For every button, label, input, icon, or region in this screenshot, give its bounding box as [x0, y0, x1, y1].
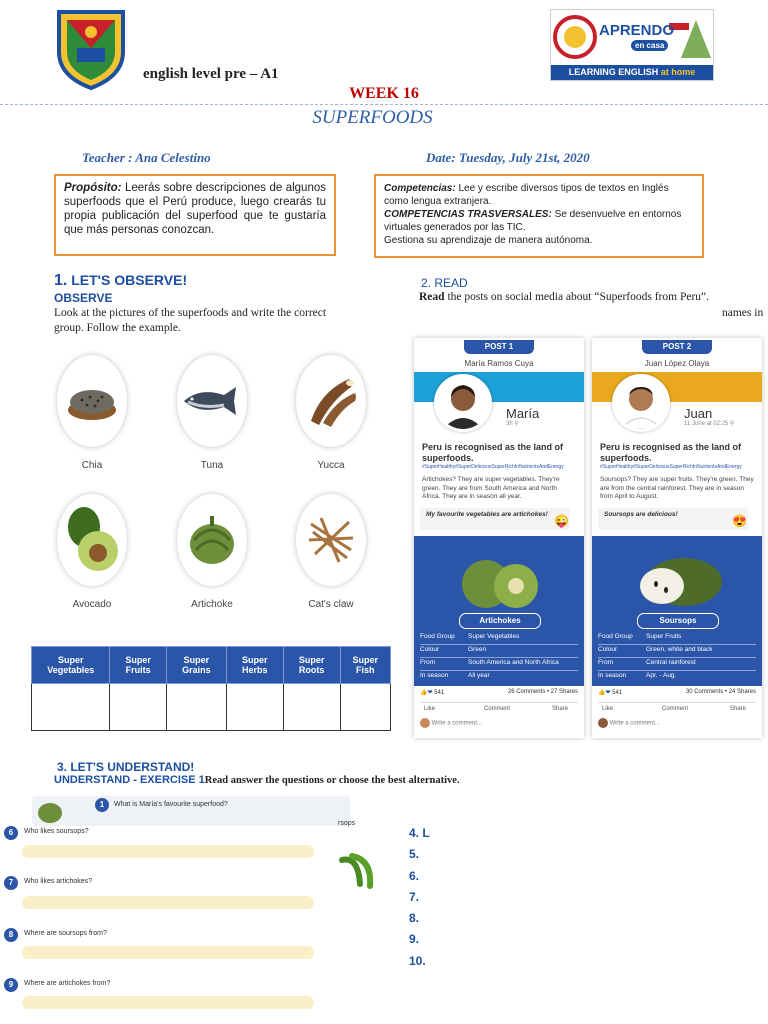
- likes-count: 541: [434, 690, 445, 696]
- competencias-label: Competencias:: [384, 183, 456, 194]
- read-instruction: [419, 290, 719, 304]
- post-food-badge: Soursops: [637, 613, 719, 629]
- table-header-cell: Super Grains: [166, 647, 226, 684]
- post-first-name: María: [506, 406, 540, 421]
- post-hashtags: #SuperHealthy#SuperDeliciousSuperRichInNutrientsAndEnergy: [422, 464, 564, 470]
- post-author: María Ramos Cuya: [464, 359, 534, 368]
- overflow-text: names in: [722, 307, 764, 319]
- soursop-image: [622, 550, 732, 612]
- food-label-artichoke: Artichoke: [191, 599, 233, 610]
- read-text: the posts on social media about “Superfoods from Peru”.: [444, 291, 710, 303]
- post-food-badge: Artichokes: [459, 613, 541, 629]
- question-number: 9: [4, 978, 18, 992]
- question-text: Who likes artichokes?: [24, 878, 93, 885]
- avatar: [434, 374, 492, 432]
- table-header-cell: Super Vegetables: [32, 647, 110, 684]
- answer-field[interactable]: [22, 896, 314, 909]
- proposito-text: Leerás sobre descripciones de algunos superfoods que el Perú produce, luego crearás tu propia publicación del superfood que te gustaría que más personas conozcan.: [64, 182, 326, 236]
- logo-bar-main: LEARNING ENGLISH: [568, 67, 659, 77]
- info-key: Colour: [420, 646, 440, 653]
- post-actions: [598, 702, 756, 712]
- post-body: Artichokes? They are super vegetables. They're green. They are from South America and North Africa. They are in season all year.: [422, 476, 560, 500]
- info-row: [420, 672, 578, 683]
- topic-title: SUPERFOODS: [312, 107, 433, 128]
- comment-input[interactable]: [420, 718, 578, 732]
- observe-instruction: Look at the pictures of the superfoods and write the correct group. Follow the example.: [54, 307, 327, 334]
- observe-title: LET'S OBSERVE!: [71, 272, 188, 288]
- artichoke-icon: [36, 798, 64, 824]
- teacher-name: Teacher : Ana Celestino: [82, 150, 211, 165]
- post-reactions: [420, 689, 578, 696]
- post-stats: 30 Comments • 24 Shares: [685, 689, 756, 695]
- cats-claw-image: [296, 494, 366, 586]
- emoji-icon: 😍: [732, 514, 747, 528]
- superfood-groups-table: [31, 646, 391, 731]
- list-item: 6.: [409, 869, 420, 883]
- info-row: [598, 672, 756, 683]
- info-key: From: [598, 659, 614, 666]
- table-header-cell: Super Roots: [283, 647, 340, 684]
- list-item: 5.: [409, 847, 420, 861]
- post-time: 3h ⚲: [506, 421, 519, 427]
- understand-heading: 3. LET'S UNDERSTAND!: [57, 760, 195, 774]
- post-time: 11 June at 02:25 ⚲: [684, 421, 735, 427]
- answer-cell[interactable]: [32, 684, 110, 731]
- observe-subtitle: OBSERVE: [54, 291, 113, 305]
- info-row: [420, 646, 578, 658]
- answer-cell[interactable]: [226, 684, 283, 731]
- comment-placeholder: Write a comment...: [609, 720, 660, 727]
- post-body: Soursops? They are super fruits. They're green. They are from the central rainforest. They are in season from April to August.: [600, 476, 754, 500]
- header-divider: [0, 104, 768, 105]
- info-value: All year: [468, 672, 490, 679]
- info-key: Colour: [598, 646, 618, 653]
- question-text: What is María's favourite superfood?: [114, 801, 228, 808]
- list-item: 4. L: [409, 826, 430, 840]
- info-key: From: [420, 659, 436, 666]
- understand-instruction: Read answer the questions or choose the best alternative.: [204, 775, 460, 786]
- likes-count: 541: [612, 690, 623, 696]
- lesson-date: Date: Tuesday, July 21st, 2020: [426, 150, 590, 165]
- post-reactions: [598, 689, 756, 696]
- week-title: WEEK 16: [349, 85, 419, 102]
- social-post-1: [414, 338, 584, 738]
- table-header-cell: Super Fruits: [110, 647, 166, 684]
- competencias-box: [374, 174, 704, 258]
- table-header-row: [32, 647, 391, 684]
- yucca-image: [296, 355, 366, 447]
- table-header-cell: Super Fish: [340, 647, 390, 684]
- artichoke-image: [454, 550, 544, 612]
- logo-encasa: en casa: [631, 40, 668, 51]
- food-label-chia: Chia: [81, 460, 103, 471]
- info-key: Food Group: [598, 633, 633, 640]
- social-post-2: [592, 338, 762, 738]
- transversales-text: Se desenvuelve en entornos virtuales generados por las TIC.: [384, 209, 682, 233]
- answer-cell[interactable]: [110, 684, 166, 731]
- list-item: 7.: [409, 890, 420, 904]
- observe-num: 1.: [54, 272, 68, 289]
- comment-placeholder: Write a comment...: [431, 720, 482, 727]
- post-hashtags: #SuperHealthy#SuperDeliciousSuperRichInNutrientsAndEnergy: [600, 464, 742, 470]
- answer-field[interactable]: [22, 845, 314, 858]
- green-bean-icon: [338, 850, 378, 890]
- school-shield-logo: [55, 8, 127, 90]
- like-button[interactable]: Like: [602, 706, 614, 712]
- course-level: english level pre – A1: [143, 66, 279, 82]
- info-row: [598, 633, 756, 645]
- info-value: Green: [468, 646, 487, 653]
- observe-heading: [54, 272, 187, 290]
- question-number: 1: [95, 798, 109, 812]
- question-number: 6: [4, 826, 18, 840]
- food-label-avocado: Avocado: [72, 599, 112, 610]
- gestiona-text: Gestiona su aprendizaje de manera autónoma.: [384, 235, 593, 246]
- like-reaction-icon: 👍❤: [598, 690, 611, 696]
- answer-cell[interactable]: [340, 684, 390, 731]
- logo-word: APRENDO: [599, 22, 675, 39]
- artichoke-image: [177, 494, 247, 586]
- info-key: Food Group: [420, 633, 455, 640]
- share-button[interactable]: Share: [552, 706, 569, 712]
- info-key: In season: [598, 672, 627, 679]
- post-tag: POST 1: [464, 340, 534, 354]
- info-value: Green, white and black: [646, 646, 713, 653]
- table-row: [32, 684, 391, 731]
- info-row: [420, 659, 578, 671]
- proposito-label: Propósito:: [64, 182, 122, 194]
- like-button[interactable]: Like: [424, 706, 436, 712]
- aprendo-en-casa-logo: [550, 9, 714, 81]
- logo-bar-accent: at home: [660, 67, 696, 77]
- table-header-cell: Super Herbs: [226, 647, 283, 684]
- answer-field[interactable]: [22, 996, 314, 1009]
- info-key: In season: [420, 672, 449, 679]
- question-partial-text: rsops: [338, 820, 356, 827]
- post-headline: Peru is recognised as the land of superfoods.: [600, 442, 742, 463]
- info-value: South America and North Africa: [468, 659, 559, 666]
- avatar: [420, 718, 430, 728]
- info-row: [420, 633, 578, 645]
- food-label-yucca: Yucca: [317, 460, 345, 471]
- understand-subtitle: [54, 774, 460, 786]
- like-reaction-icon: 👍❤: [420, 690, 433, 696]
- understand-exercise: UNDERSTAND - EXERCISE 1: [54, 774, 205, 786]
- tuna-image: [177, 355, 247, 447]
- read-bold: Read: [419, 291, 445, 303]
- info-row: [598, 659, 756, 671]
- question-text: Who likes soursops?: [24, 828, 89, 835]
- avatar: [598, 718, 608, 728]
- question-text: Where are soursops from?: [24, 930, 107, 937]
- share-button[interactable]: Share: [730, 706, 747, 712]
- info-value: Super Fruits: [646, 633, 682, 640]
- question-1-card: [32, 796, 356, 827]
- question-number: 7: [4, 876, 18, 890]
- list-item: 9.: [409, 932, 420, 946]
- food-label-cats-claw: Cat's claw: [308, 599, 354, 610]
- read-heading: 2. READ: [421, 276, 468, 290]
- answer-cell[interactable]: [283, 684, 340, 731]
- transversales-label: COMPETENCIAS TRASVERSALES:: [384, 209, 552, 220]
- post-actions: [420, 702, 578, 712]
- post-author: Juan López Olaya: [644, 359, 710, 368]
- comment-button[interactable]: Comment: [484, 706, 511, 712]
- post-favourite: Soursops are delicious!: [598, 508, 748, 530]
- list-item: 10.: [409, 954, 426, 968]
- answer-cell[interactable]: [166, 684, 226, 731]
- competencias-text: Lee y escribe diversos tipos de textos en Inglés como lengua extranjera.: [384, 183, 669, 207]
- question-number: 8: [4, 928, 18, 942]
- post-first-name: Juan: [684, 406, 713, 421]
- comment-button[interactable]: Comment: [662, 706, 689, 712]
- logo-bar: [551, 65, 713, 80]
- food-label-tuna: Tuna: [200, 460, 224, 471]
- avocado-image: [57, 494, 127, 586]
- post-headline: Peru is recognised as the land of superfoods.: [422, 442, 564, 463]
- question-text: Where are artichokes from?: [24, 980, 111, 987]
- info-row: [598, 646, 756, 658]
- proposito-box: [54, 174, 336, 256]
- post-tag: POST 2: [642, 340, 712, 354]
- info-value: Super Vegetables: [468, 633, 520, 640]
- avatar: [612, 374, 670, 432]
- info-value: Apr. - Aug.: [646, 672, 677, 679]
- info-value: Central rainforest: [646, 659, 696, 666]
- post-favourite: My favourite vegetables are artichokes!: [420, 508, 570, 530]
- answer-field[interactable]: [22, 946, 314, 959]
- list-item: 8.: [409, 911, 420, 925]
- post-stats: 26 Comments • 27 Shares: [507, 689, 578, 695]
- chia-image: [57, 355, 127, 447]
- comment-input[interactable]: [598, 718, 756, 732]
- emoji-icon: 😜: [554, 514, 569, 528]
